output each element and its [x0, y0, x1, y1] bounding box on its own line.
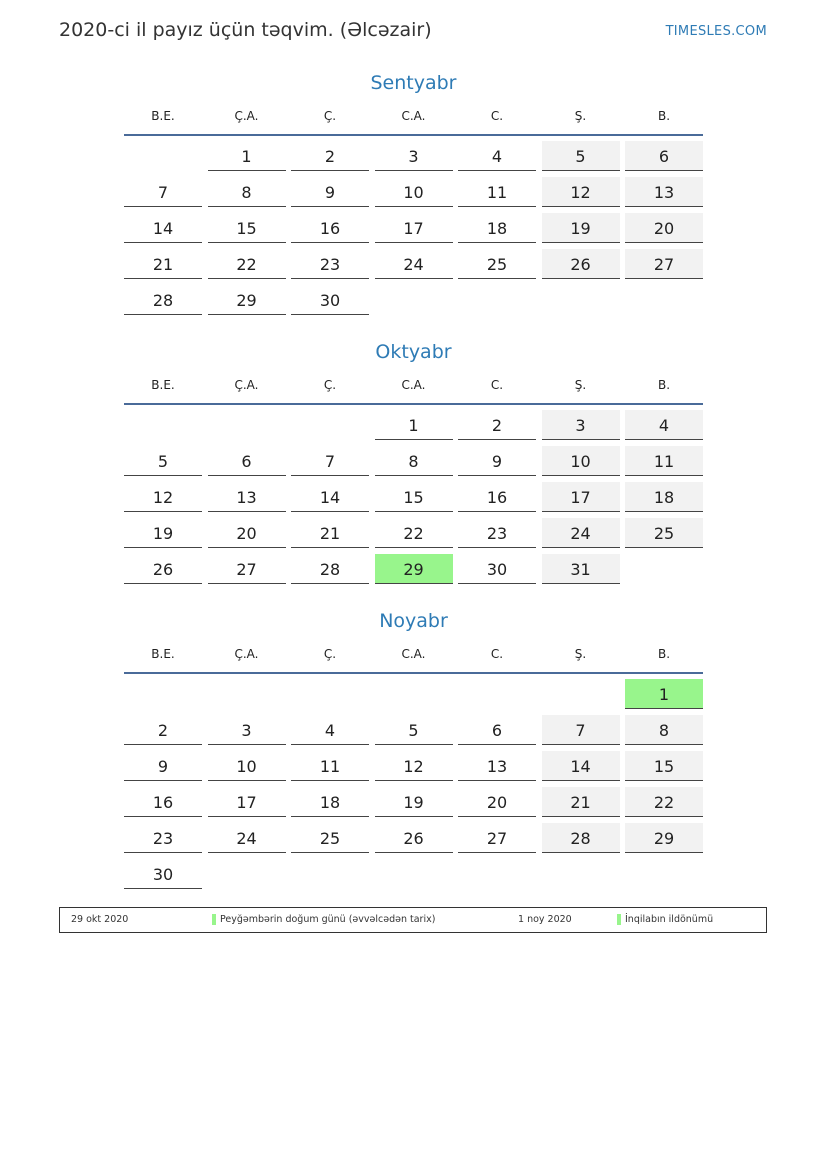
- day-cell: 16: [124, 787, 202, 817]
- weekday-label: B.: [657, 109, 671, 123]
- day-cell: 17: [375, 213, 453, 243]
- day-cell: 28: [291, 554, 369, 584]
- day-cell: 23: [291, 249, 369, 279]
- week-row: [124, 482, 703, 513]
- day-cell: 6: [625, 141, 703, 171]
- empty-day-cell: [625, 554, 703, 584]
- day-cell: 23: [458, 518, 536, 548]
- day-cell: 28: [542, 823, 620, 853]
- weekday-label: Ç.A.: [234, 647, 259, 661]
- day-cell: 10: [208, 751, 286, 781]
- weekday-label: Ç.: [323, 109, 337, 123]
- week-row: [124, 715, 703, 746]
- day-cell: 10: [375, 177, 453, 207]
- week-row: [124, 285, 703, 316]
- weekday-label: Ç.: [323, 378, 337, 392]
- weekday-label: B.: [657, 647, 671, 661]
- week-row: [124, 410, 703, 441]
- weekday-label: B.: [657, 378, 671, 392]
- day-cell: 19: [124, 518, 202, 548]
- day-cell: 16: [291, 213, 369, 243]
- weekday-header: [124, 644, 703, 674]
- week-row: [124, 177, 703, 208]
- week-row: [124, 679, 703, 710]
- empty-day-cell: [458, 859, 536, 889]
- day-cell: 9: [124, 751, 202, 781]
- day-cell: 22: [625, 787, 703, 817]
- day-cell: 5: [542, 141, 620, 171]
- day-cell: 11: [458, 177, 536, 207]
- day-cell: 5: [124, 446, 202, 476]
- month-block: [124, 339, 703, 590]
- day-cell: 16: [458, 482, 536, 512]
- empty-day-cell: [291, 859, 369, 889]
- day-cell: 4: [458, 141, 536, 171]
- legend-color-marker: [617, 914, 621, 925]
- month-title: Noyabr: [379, 610, 448, 632]
- weekday-label: C.A.: [401, 109, 426, 123]
- week-row: [124, 213, 703, 244]
- empty-day-cell: [375, 859, 453, 889]
- weekday-label: Ş.: [574, 647, 587, 661]
- empty-day-cell: [291, 410, 369, 440]
- empty-day-cell: [208, 410, 286, 440]
- day-cell: 1: [208, 141, 286, 171]
- month-title: Sentyabr: [370, 72, 457, 94]
- day-cell: 27: [625, 249, 703, 279]
- day-cell: 15: [375, 482, 453, 512]
- day-cell: 8: [375, 446, 453, 476]
- empty-day-cell: [291, 679, 369, 709]
- day-cell: 3: [542, 410, 620, 440]
- empty-day-cell: [124, 141, 202, 171]
- day-cell: 18: [458, 213, 536, 243]
- day-cell: 18: [625, 482, 703, 512]
- day-cell: 2: [124, 715, 202, 745]
- day-cell: 26: [375, 823, 453, 853]
- empty-day-cell: [542, 285, 620, 315]
- day-cell: 14: [291, 482, 369, 512]
- day-cell: 12: [542, 177, 620, 207]
- day-cell: 6: [208, 446, 286, 476]
- day-cell: 29: [375, 554, 453, 584]
- empty-day-cell: [375, 285, 453, 315]
- day-cell: 12: [124, 482, 202, 512]
- day-cell: 2: [458, 410, 536, 440]
- day-cell: 11: [625, 446, 703, 476]
- week-row: [124, 787, 703, 818]
- day-cell: 20: [458, 787, 536, 817]
- month-block: [124, 70, 703, 321]
- day-cell: 27: [208, 554, 286, 584]
- legend-holiday-name: İnqilabın ildönümü: [625, 914, 714, 925]
- day-cell: 21: [291, 518, 369, 548]
- weekday-label: C.: [490, 378, 504, 392]
- weekday-label: Ç.A.: [234, 378, 259, 392]
- empty-day-cell: [124, 410, 202, 440]
- day-cell: 8: [625, 715, 703, 745]
- day-cell: 7: [542, 715, 620, 745]
- weekday-header: [124, 106, 703, 136]
- day-cell: 29: [625, 823, 703, 853]
- day-cell: 3: [208, 715, 286, 745]
- day-cell: 2: [291, 141, 369, 171]
- day-cell: 10: [542, 446, 620, 476]
- day-cell: 3: [375, 141, 453, 171]
- day-cell: 6: [458, 715, 536, 745]
- day-cell: 26: [124, 554, 202, 584]
- day-cell: 21: [124, 249, 202, 279]
- day-cell: 26: [542, 249, 620, 279]
- week-row: [124, 859, 703, 890]
- legend-holiday-name: Peyğəmbərin doğum günü (əvvəlcədən tarix): [220, 914, 436, 925]
- day-cell: 20: [625, 213, 703, 243]
- day-cell: 4: [625, 410, 703, 440]
- empty-day-cell: [208, 679, 286, 709]
- day-cell: 24: [375, 249, 453, 279]
- day-cell: 15: [208, 213, 286, 243]
- weekday-label: C.A.: [401, 647, 426, 661]
- weekday-label: B.E.: [151, 109, 175, 123]
- day-cell: 23: [124, 823, 202, 853]
- holiday-legend: [59, 907, 767, 933]
- weekday-label: C.: [490, 647, 504, 661]
- weekday-label: B.E.: [151, 378, 175, 392]
- empty-day-cell: [542, 859, 620, 889]
- day-cell: 20: [208, 518, 286, 548]
- day-cell: 27: [458, 823, 536, 853]
- week-row: [124, 554, 703, 585]
- day-cell: 30: [458, 554, 536, 584]
- day-cell: 22: [375, 518, 453, 548]
- empty-day-cell: [458, 285, 536, 315]
- day-cell: 28: [124, 285, 202, 315]
- week-row: [124, 518, 703, 549]
- empty-day-cell: [375, 679, 453, 709]
- day-cell: 7: [291, 446, 369, 476]
- empty-day-cell: [208, 859, 286, 889]
- day-cell: 4: [291, 715, 369, 745]
- empty-day-cell: [458, 679, 536, 709]
- day-cell: 5: [375, 715, 453, 745]
- day-cell: 25: [291, 823, 369, 853]
- week-row: [124, 249, 703, 280]
- empty-day-cell: [625, 859, 703, 889]
- day-cell: 13: [625, 177, 703, 207]
- day-cell: 29: [208, 285, 286, 315]
- day-cell: 25: [458, 249, 536, 279]
- day-cell: 9: [458, 446, 536, 476]
- weekday-label: Ç.A.: [234, 109, 259, 123]
- day-cell: 1: [625, 679, 703, 709]
- day-cell: 15: [625, 751, 703, 781]
- legend-date: 29 okt 2020: [71, 914, 129, 925]
- day-cell: 22: [208, 249, 286, 279]
- day-cell: 13: [208, 482, 286, 512]
- week-row: [124, 823, 703, 854]
- day-cell: 13: [458, 751, 536, 781]
- day-cell: 25: [625, 518, 703, 548]
- day-cell: 7: [124, 177, 202, 207]
- weekday-label: C.: [490, 109, 504, 123]
- day-cell: 9: [291, 177, 369, 207]
- weekday-header: [124, 375, 703, 405]
- empty-day-cell: [625, 285, 703, 315]
- day-cell: 30: [291, 285, 369, 315]
- empty-day-cell: [124, 679, 202, 709]
- page-title: 2020-ci il payız üçün təqvim. (Əlcəzair): [59, 19, 432, 41]
- weekday-label: Ş.: [574, 109, 587, 123]
- weekday-label: Ş.: [574, 378, 587, 392]
- week-row: [124, 751, 703, 782]
- day-cell: 17: [208, 787, 286, 817]
- legend-color-marker: [212, 914, 216, 925]
- day-cell: 1: [375, 410, 453, 440]
- day-cell: 8: [208, 177, 286, 207]
- day-cell: 14: [124, 213, 202, 243]
- weekday-label: Ç.: [323, 647, 337, 661]
- day-cell: 11: [291, 751, 369, 781]
- day-cell: 30: [124, 859, 202, 889]
- day-cell: 18: [291, 787, 369, 817]
- day-cell: 24: [542, 518, 620, 548]
- day-cell: 12: [375, 751, 453, 781]
- weekday-label: B.E.: [151, 647, 175, 661]
- legend-date: 1 noy 2020: [518, 914, 572, 925]
- week-row: [124, 141, 703, 172]
- empty-day-cell: [542, 679, 620, 709]
- day-cell: 19: [542, 213, 620, 243]
- month-block: [124, 608, 703, 895]
- day-cell: 19: [375, 787, 453, 817]
- week-row: [124, 446, 703, 477]
- day-cell: 17: [542, 482, 620, 512]
- brand-link[interactable]: TIMESLES.COM: [665, 24, 767, 39]
- day-cell: 24: [208, 823, 286, 853]
- day-cell: 21: [542, 787, 620, 817]
- weekday-label: C.A.: [401, 378, 426, 392]
- day-cell: 31: [542, 554, 620, 584]
- day-cell: 14: [542, 751, 620, 781]
- month-title: Oktyabr: [375, 341, 452, 363]
